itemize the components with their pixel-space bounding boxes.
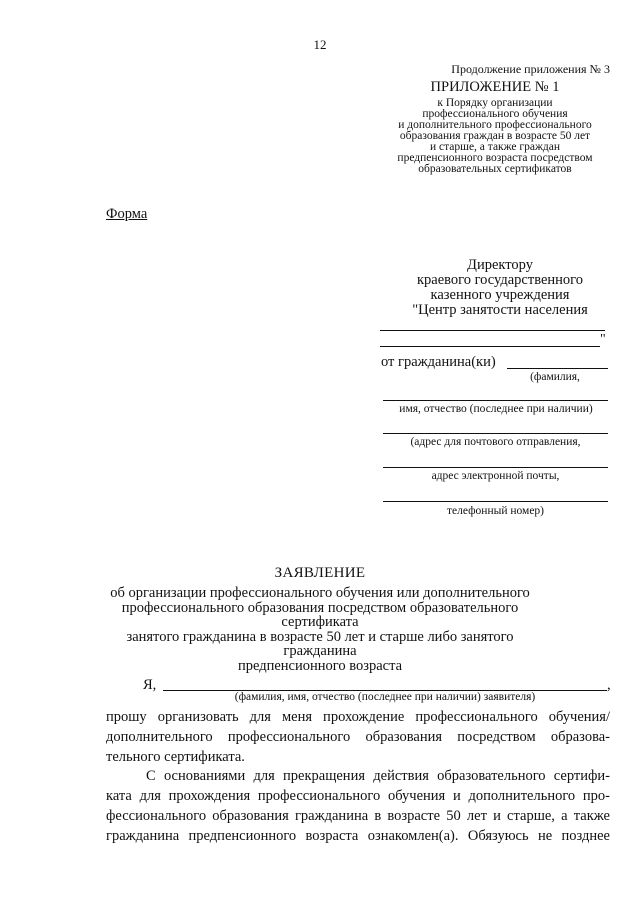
center-name-line-2[interactable] (380, 346, 600, 347)
from-label: от гражданина(ки) (381, 354, 496, 370)
appendix-line: и старше, а также граждан (429, 141, 561, 153)
subtitle-line: занятого гражданина в возрасте 50 лет и старше либо занятого гражданина (126, 628, 514, 659)
form-label: Форма (106, 206, 148, 222)
email-field-line[interactable] (383, 467, 608, 468)
phone-field-line[interactable] (383, 501, 608, 502)
paragraph-line: ката для прохождения профессионального обучения и дополнительного про- (106, 788, 610, 804)
applicant-caption: (фамилия, имя, отчество (последнее при наличии) заявителя) (234, 691, 536, 703)
paragraph-grounds (106, 766, 610, 846)
surname-caption: (фамилия, (530, 371, 580, 383)
paragraph-line: прошу организовать для меня прохождение профессионального обучения/ (106, 709, 610, 725)
applicant-suffix: , (607, 677, 611, 693)
continuation-note: Продолжение приложения № 3 (451, 62, 610, 76)
appendix-line: профессионального обучения (422, 108, 568, 120)
appendix-text (375, 98, 615, 175)
statement-subtitle (90, 586, 550, 673)
appendix-line: к Порядку организации (437, 97, 553, 109)
appendix-title: ПРИЛОЖЕНИЕ № 1 (430, 79, 560, 95)
statement-title: ЗАЯВЛЕНИЕ (274, 565, 366, 581)
applicant-prefix: Я, (143, 677, 157, 693)
center-name-line-1[interactable] (380, 330, 605, 331)
addressee-block (395, 258, 605, 318)
paragraph-line: дополнительного профессионального образования посредством образова- (106, 729, 610, 745)
email-caption: адрес электронной почты, (431, 470, 560, 482)
paragraph-line: тельного сертификата. (106, 749, 245, 765)
addressee-line: казенного учреждения (430, 287, 570, 303)
appendix-line: образовательных сертификатов (418, 163, 572, 175)
appendix-line: предпенсионного возраста посредством (397, 152, 593, 164)
closing-quote: " (600, 332, 606, 347)
postal-field-line[interactable] (383, 433, 608, 434)
addressee-line: "Центр занятости населения (412, 302, 588, 318)
subtitle-line: профессионального образования посредством образовательного сертификата (121, 599, 519, 630)
appendix-line: и дополнительного профессионального (398, 119, 592, 131)
addressee-line: краевого государственного (416, 272, 584, 288)
subtitle-line: предпенсионного возраста (237, 657, 403, 674)
name-field-line[interactable] (383, 400, 608, 401)
subtitle-line: об организации профессионального обучения или дополнительного (110, 585, 530, 601)
paragraph-line: С основаниями для прекращения действия образовательного сертифи- (146, 768, 610, 784)
surname-field-line[interactable] (507, 368, 608, 369)
paragraph-line: фессионального образования гражданина в возрасте 50 лет и старше, а также (106, 808, 610, 824)
phone-caption: телефонный номер) (446, 505, 545, 517)
addressee-line: Директору (467, 257, 533, 273)
appendix-line: образования граждан в возрасте 50 лет (399, 130, 591, 142)
paragraph-request (106, 707, 610, 767)
name-caption: имя, отчество (последнее при наличии) (399, 403, 593, 415)
page-number: 12 (313, 37, 327, 52)
postal-caption: (адрес для почтового отправления, (410, 436, 581, 448)
paragraph-line: гражданина предпенсионного возраста ознакомлен(а). Обязуюсь не позднее (106, 828, 610, 844)
